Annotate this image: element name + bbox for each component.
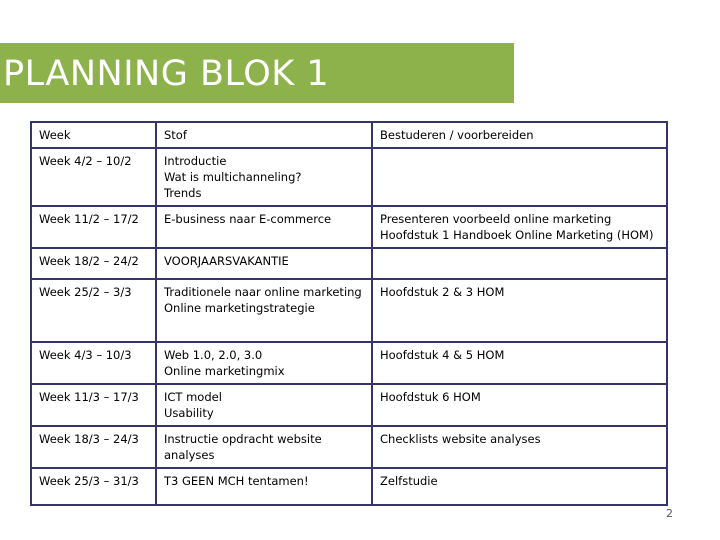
- cell-bestuderen: [372, 248, 667, 279]
- cell-stof-line: Wat is multichanneling?: [164, 170, 302, 184]
- cell-stof: [156, 206, 372, 248]
- cell-bestuderen: [372, 206, 667, 248]
- cell-week: Week 18/3 – 24/3: [31, 426, 156, 468]
- cell-stof-line: analyses: [164, 448, 215, 462]
- cell-bestuderen: [372, 342, 667, 384]
- cell-week: Week 11/2 – 17/2: [31, 206, 156, 248]
- cell-stof-line: E-business naar E-commerce: [164, 212, 332, 226]
- cell-stof-line: Web 1.0, 2.0, 3.0: [164, 348, 263, 362]
- planning-table-body: [31, 122, 667, 505]
- cell-stof-line: VOORJAARSVAKANTIE: [164, 254, 289, 268]
- cell-bestuderen: [372, 148, 667, 206]
- cell-week: Week 4/3 – 10/3: [31, 342, 156, 384]
- cell-stof-line: T3 GEEN MCH tentamen!: [164, 474, 309, 488]
- cell-week: Week 25/3 – 31/3: [31, 468, 156, 505]
- page-number: 2: [666, 507, 673, 520]
- cell-bestuderen-line: Presenteren voorbeeld online marketing: [380, 212, 612, 226]
- page-title: PLANNING BLOK 1: [3, 54, 330, 94]
- cell-stof: [156, 384, 372, 426]
- cell-bestuderen-line: Hoofdstuk 4 & 5 HOM: [380, 348, 505, 362]
- cell-week: Week 11/3 – 17/3: [31, 384, 156, 426]
- cell-stof-line: Traditionele naar online marketing: [164, 285, 362, 299]
- cell-stof-line: Usability: [164, 406, 214, 420]
- cell-bestuderen: [372, 384, 667, 426]
- cell-bestuderen: [372, 426, 667, 468]
- table-row: [31, 342, 667, 384]
- table-row: [31, 279, 667, 342]
- table-row: [31, 148, 667, 206]
- cell-stof: [156, 342, 372, 384]
- cell-stof: [156, 468, 372, 505]
- title-bar: [0, 43, 514, 103]
- cell-stof: [156, 426, 372, 468]
- header-stof: Stof: [156, 122, 372, 148]
- cell-stof: [156, 248, 372, 279]
- table-row: [31, 206, 667, 248]
- cell-week: Week 4/2 – 10/2: [31, 148, 156, 206]
- cell-stof: [156, 279, 372, 342]
- table-header-row: [31, 122, 667, 148]
- header-week: Week: [31, 122, 156, 148]
- cell-bestuderen-line: Hoofdstuk 1 Handboek Online Marketing (HOM): [380, 228, 654, 242]
- cell-stof-line: ICT model: [164, 390, 222, 404]
- cell-stof-line: Instructie opdracht website: [164, 432, 322, 446]
- cell-week: Week 18/2 – 24/2: [31, 248, 156, 279]
- table-row: [31, 426, 667, 468]
- planning-table: [30, 121, 668, 506]
- table-row: [31, 248, 667, 279]
- cell-stof-line: Online marketingmix: [164, 364, 285, 378]
- table-row: [31, 384, 667, 426]
- cell-bestuderen: [372, 468, 667, 505]
- cell-bestuderen-line: Hoofdstuk 6 HOM: [380, 390, 481, 404]
- cell-stof-line: Trends: [164, 186, 202, 200]
- cell-stof: [156, 148, 372, 206]
- cell-bestuderen-line: Zelfstudie: [380, 474, 438, 488]
- cell-bestuderen: [372, 279, 667, 342]
- cell-week: Week 25/2 – 3/3: [31, 279, 156, 342]
- cell-stof-line: Online marketingstrategie: [164, 301, 315, 315]
- cell-bestuderen-line: Checklists website analyses: [380, 432, 541, 446]
- header-bestuderen: Bestuderen / voorbereiden: [372, 122, 667, 148]
- cell-bestuderen-line: Hoofdstuk 2 & 3 HOM: [380, 285, 505, 299]
- cell-stof-line: Introductie: [164, 154, 227, 168]
- table-row: [31, 468, 667, 505]
